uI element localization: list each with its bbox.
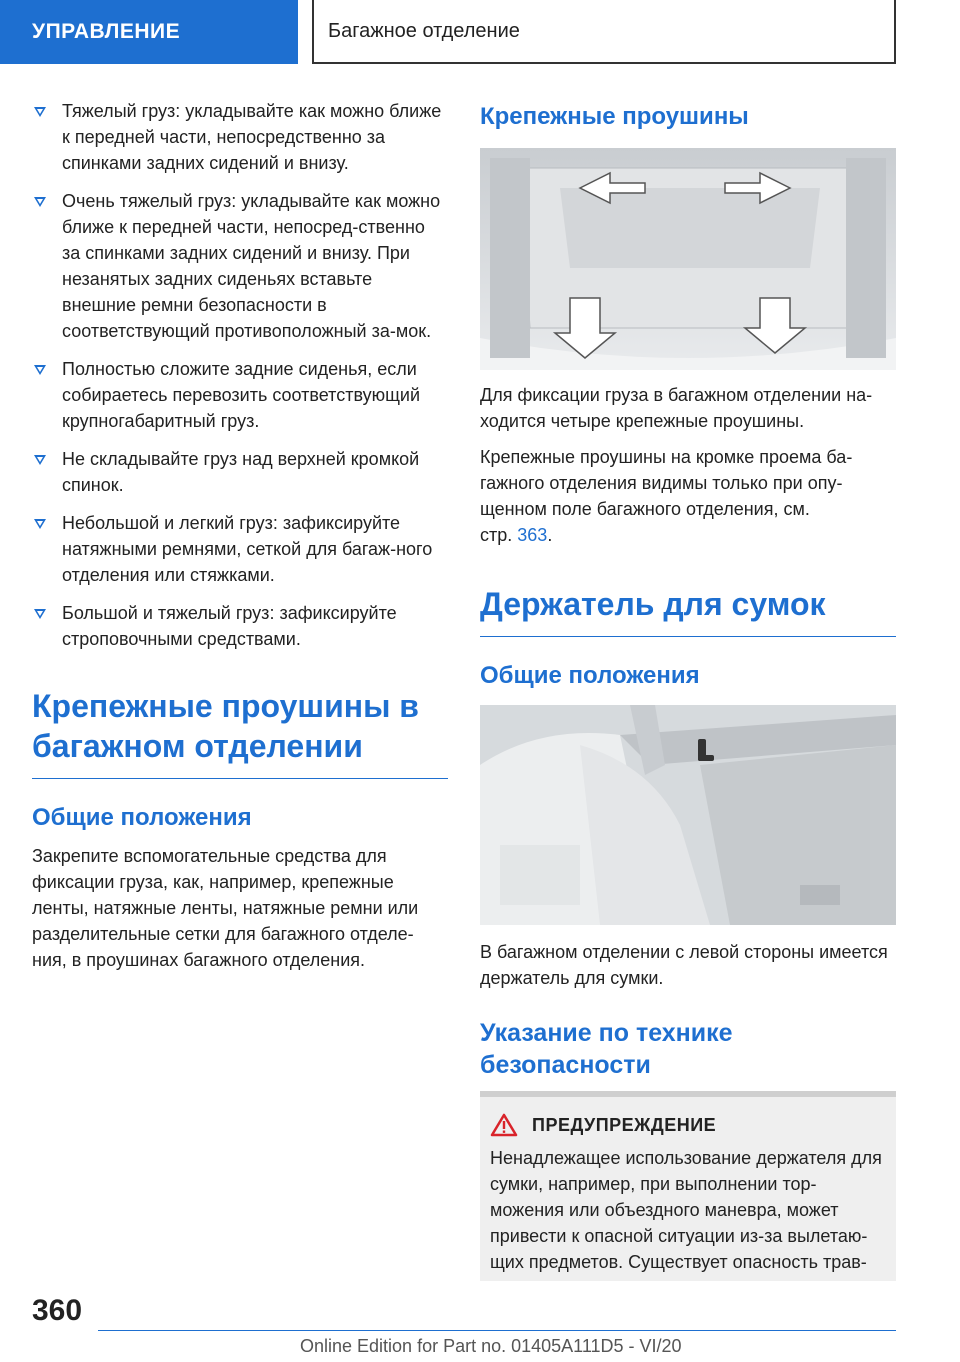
bullet-triangle-icon: [34, 455, 46, 465]
lugs-title: Крепежные проушины: [480, 103, 749, 130]
bag-paragraph: В багажном отделении с левой стороны имеется держатель для сумки.: [480, 942, 888, 988]
left-column: [32, 98, 448, 973]
trunk-lugs-image: [480, 148, 896, 370]
footer-divider: [98, 1330, 896, 1331]
list-item: Большой и тяжелый груз: зафиксируйте строповочными средствами.: [32, 600, 448, 652]
bullet-triangle-icon: [34, 107, 46, 117]
right-column: [480, 98, 896, 1281]
chapter-title: Багажное отделение: [312, 0, 896, 64]
warning-triangle-icon: [490, 1113, 518, 1137]
bullet-triangle-icon: [34, 519, 46, 529]
warning-heading: [486, 1113, 890, 1137]
page-number: 360: [32, 1294, 83, 1327]
warning-label: ПРЕДУПРЕЖДЕНИЕ: [532, 1114, 717, 1135]
subsection-title-general: Общие положения: [32, 804, 252, 831]
lugs-paragraph-1: Для фиксации груза в багажном отделении на-ходится четыре крепежные проушины.: [480, 385, 873, 431]
safety-title: Указание по технике безопасности: [480, 1019, 733, 1079]
section-title-lugs-in-trunk: Крепежные проушины в багажном отделении: [32, 686, 448, 779]
footer-edition: Online Edition for Part no. 01405A111D5 - VI/20: [300, 1336, 682, 1356]
page-reference-link[interactable]: 363: [517, 525, 548, 545]
cargo-bullet-list: [32, 98, 448, 652]
warning-box: [480, 1091, 896, 1281]
general-paragraph: Закрепите вспомогательные средства для фиксации груза, как, например, крепежные ленты, натяжные ленты, натяжные ремни или разделительные сетки для багажного отделе-ния, в проушинах багажного отделения.: [32, 846, 419, 970]
bullet-triangle-icon: [34, 609, 46, 619]
list-item: Полностью сложите задние сиденья, если собираетесь перевозить соответствующий крупногабаритный груз.: [32, 356, 448, 434]
list-item: Очень тяжелый груз: укладывайте как можно ближе к передней части, непосред-ственно за спинками задних сидений и внизу. При незанятых задних сиденьях вставьте внешние ремни безопасности в соответствующий противоположный за-мок.: [32, 188, 448, 344]
section-tab[interactable]: УПРАВЛЕНИЕ: [0, 0, 298, 64]
bag-subsection-title: Общие положения: [480, 662, 700, 689]
lugs-paragraph-2: Крепежные проушины на кромке проема ба-гажного отделения видимы только при опу-щенном поле багажного отделения, см. стр. 363.: [480, 447, 853, 545]
bullet-triangle-icon: [34, 365, 46, 375]
bullet-triangle-icon: [34, 197, 46, 207]
bag-holder-image: [480, 705, 896, 925]
bag-holder-illustration: [480, 705, 896, 925]
trunk-lugs-illustration: [480, 148, 896, 370]
list-item: Тяжелый груз: укладывайте как можно ближе к передней части, непосредственно за спинками задних сидений и внизу.: [32, 98, 448, 176]
warning-text: Ненадлежащее использование держателя для сумки, например, при выполнении тор-можения или объездного маневра, может привести к опасной ситуации из-за вылетаю-щих предметов. Существует опасность трав-: [490, 1148, 882, 1272]
list-item: Небольшой и легкий груз: зафиксируйте натяжными ремнями, сеткой для багаж-ного отделения или стяжками.: [32, 510, 448, 588]
section-title-bag-holder: Держатель для сумок: [480, 584, 896, 637]
list-item: Не складывайте груз над верхней кромкой спинок.: [32, 446, 448, 498]
